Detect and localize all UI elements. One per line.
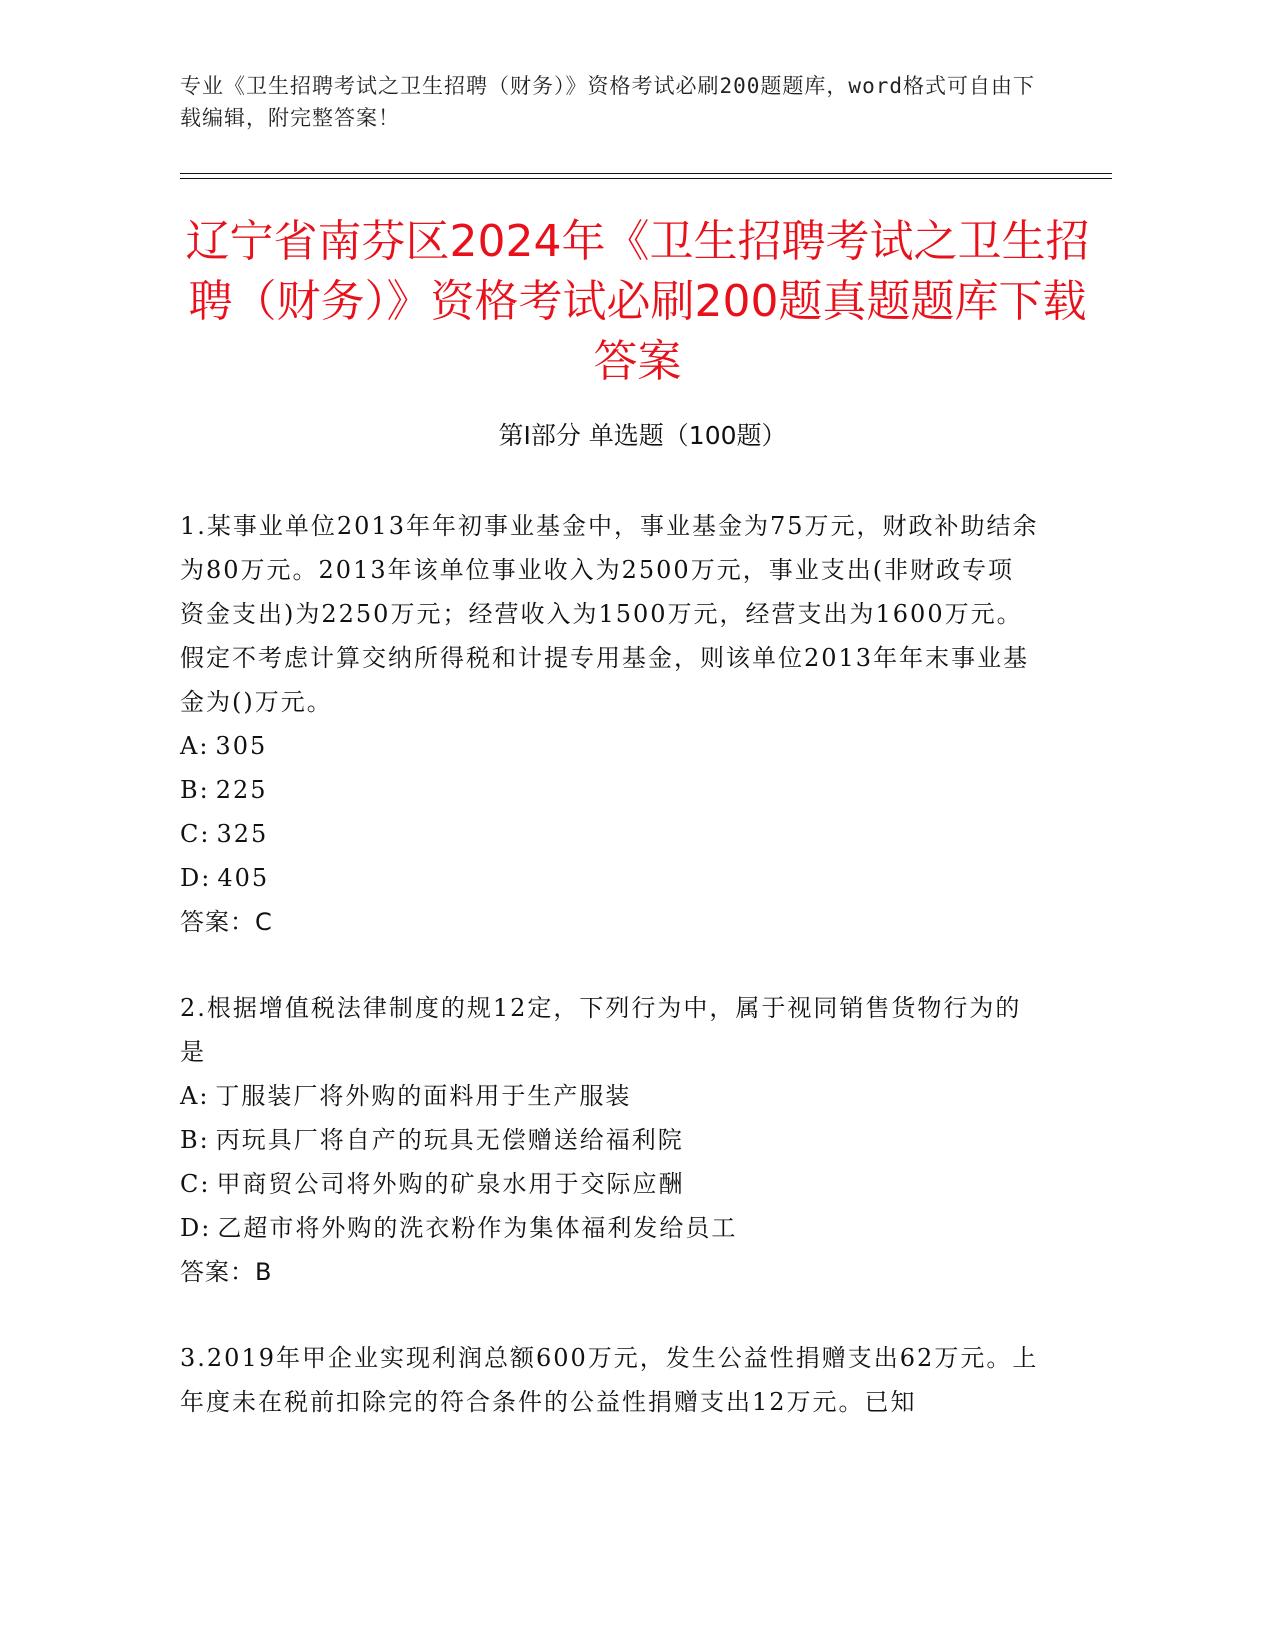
question-stem: 3.2019年甲企业实现利润总额600万元，发生公益性捐赠支出62万元。上年度未在税前扣除完的符合条件的公益性捐赠支出12万元。已知 [180,1344,1039,1416]
option-text: 丁服装厂将外购的面料用于生产服装 [215,1082,632,1110]
option-d [180,856,1040,900]
section-title: 第Ⅰ部分 单选题（100题） [498,421,787,450]
option-text: 305 [215,732,268,760]
question-3 [180,1336,1040,1424]
question-stem: 2.根据增值税法律制度的规12定，下列行为中，属于视同销售货物行为的是 [180,994,1022,1066]
answer-text: 答案：B [180,1258,273,1286]
option-text: 325 [216,820,269,848]
option-text: 丙玩具厂将自产的玩具无偿赠送给福利院 [215,1126,684,1154]
question-2 [180,986,1040,1294]
option-a [180,1074,1040,1118]
option-label: A: [180,732,210,760]
option-c [180,1162,1040,1206]
option-text: 甲商贸公司将外购的矿泉水用于交际应酬 [216,1170,685,1198]
option-a [180,724,1040,768]
answer-text: 答案：C [180,908,273,936]
option-text: 乙超市将外购的洗衣粉作为集体福利发给员工 [217,1214,738,1242]
question-list [180,504,1040,1466]
option-label: A: [180,1082,210,1110]
header-divider-bottom [180,178,1112,179]
header-divider-top [180,173,1112,174]
header-note: 专业《卫生招聘考试之卫生招聘（财务）》资格考试必刷200题题库，word格式可自由下载编辑，附完整答案！ [180,74,1035,130]
option-label: D: [180,1214,212,1242]
option-label: B: [180,776,210,804]
option-label: B: [180,1126,210,1154]
option-text: 225 [215,776,268,804]
option-b [180,1118,1040,1162]
option-label: D: [180,864,212,892]
option-label: C: [180,820,211,848]
option-d [180,1206,1040,1250]
document-title: 辽宁省南芬区2024年《卫生招聘考试之卫生招聘（财务）》资格考试必刷200题真题题库下载答案 [185,216,1090,387]
question-stem: 1.某事业单位2013年年初事业基金中，事业基金为75万元，财政补助结余为80万元。2013年该单位事业收入为2500万元，事业支出(非财政专项资金支出)为2250万元；经营收入为1500万元，经营支出为1600万元。假定不考虑计算交纳所得税和计提专用基金，则该单位2013年年末事业基金为()万元。 [180,512,1039,716]
option-label: C: [180,1170,211,1198]
option-text: 405 [217,864,270,892]
question-1 [180,504,1040,944]
option-b [180,768,1040,812]
option-c [180,812,1040,856]
